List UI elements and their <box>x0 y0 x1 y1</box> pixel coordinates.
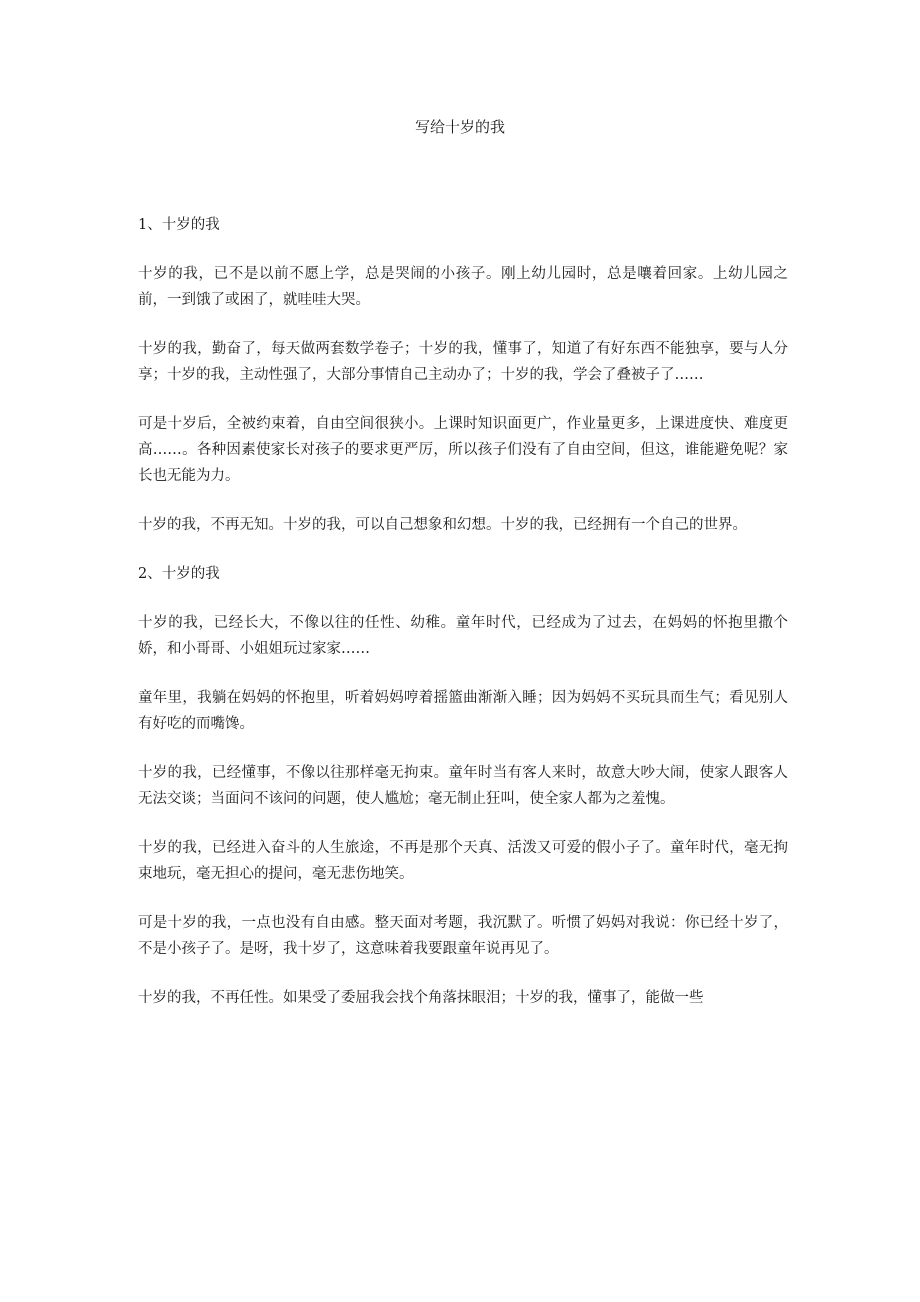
paragraph: 十岁的我，已经进入奋斗的人生旅途，不再是那个天真、活泼又可爱的假小子了。童年时代，毫无拘束地玩，毫无担心的提问，毫无悲伤地笑。 <box>138 840 788 882</box>
paragraph: 可是十岁的我，一点也没有自由感。整天面对考题，我沉默了。听惯了妈妈对我说：你已经十岁了，不是小孩子了。是呀，我十岁了，这意味着我要跟童年说再见了。 <box>138 915 788 957</box>
document-body <box>138 212 788 1034</box>
section-1 <box>138 212 788 538</box>
section-heading: 2、十岁的我 <box>138 566 220 582</box>
section-2 <box>138 561 788 1011</box>
paragraph: 可是十岁后，全被约束着，自由空间很狭小。上课时知识面更广，作业量更多，上课进度快、难度更高……。各种因素使家长对孩子的要求更严厉，所以孩子们没有了自由空间，但这，谁能避免呢？家长也无能为力。 <box>138 416 788 484</box>
paragraph: 十岁的我，已经长大，不像以往的任性、幼稚。童年时代，已经成为了过去，在妈妈的怀抱里撒个娇，和小哥哥、小姐姐玩过家家…… <box>138 615 788 657</box>
paragraph: 十岁的我，已不是以前不愿上学，总是哭闹的小孩子。刚上幼儿园时，总是嚷着回家。上幼儿园之前，一到饿了或困了，就哇哇大哭。 <box>138 266 788 308</box>
paragraph: 十岁的我，已经懂事，不像以往那样毫无拘束。童年时当有客人来时，故意大吵大闹，使家人跟客人无法交谈；当面问不该问的问题，使人尴尬；毫无制止狂叫，使全家人都为之羞愧。 <box>138 765 788 807</box>
paragraph: 十岁的我，不再无知。十岁的我，可以自己想象和幻想。十岁的我，已经拥有一个自己的世界。 <box>138 517 747 533</box>
document-title: 写给十岁的我 <box>414 118 505 136</box>
paragraph: 童年里，我躺在妈妈的怀抱里，听着妈妈哼着摇篮曲渐渐入睡；因为妈妈不买玩具而生气；看见别人有好吃的而嘴馋。 <box>138 690 788 732</box>
paragraph: 十岁的我，不再任性。如果受了委屈我会找个角落抹眼泪；十岁的我，懂事了，能做一些 <box>138 990 704 1006</box>
section-heading: 1、十岁的我 <box>138 217 220 233</box>
paragraph: 十岁的我，勤奋了，每天做两套数学卷子；十岁的我，懂事了，知道了有好东西不能独享，要与人分享；十岁的我，主动性强了，大部分事情自己主动办了；十岁的我，学会了叠被子了…… <box>138 341 788 383</box>
